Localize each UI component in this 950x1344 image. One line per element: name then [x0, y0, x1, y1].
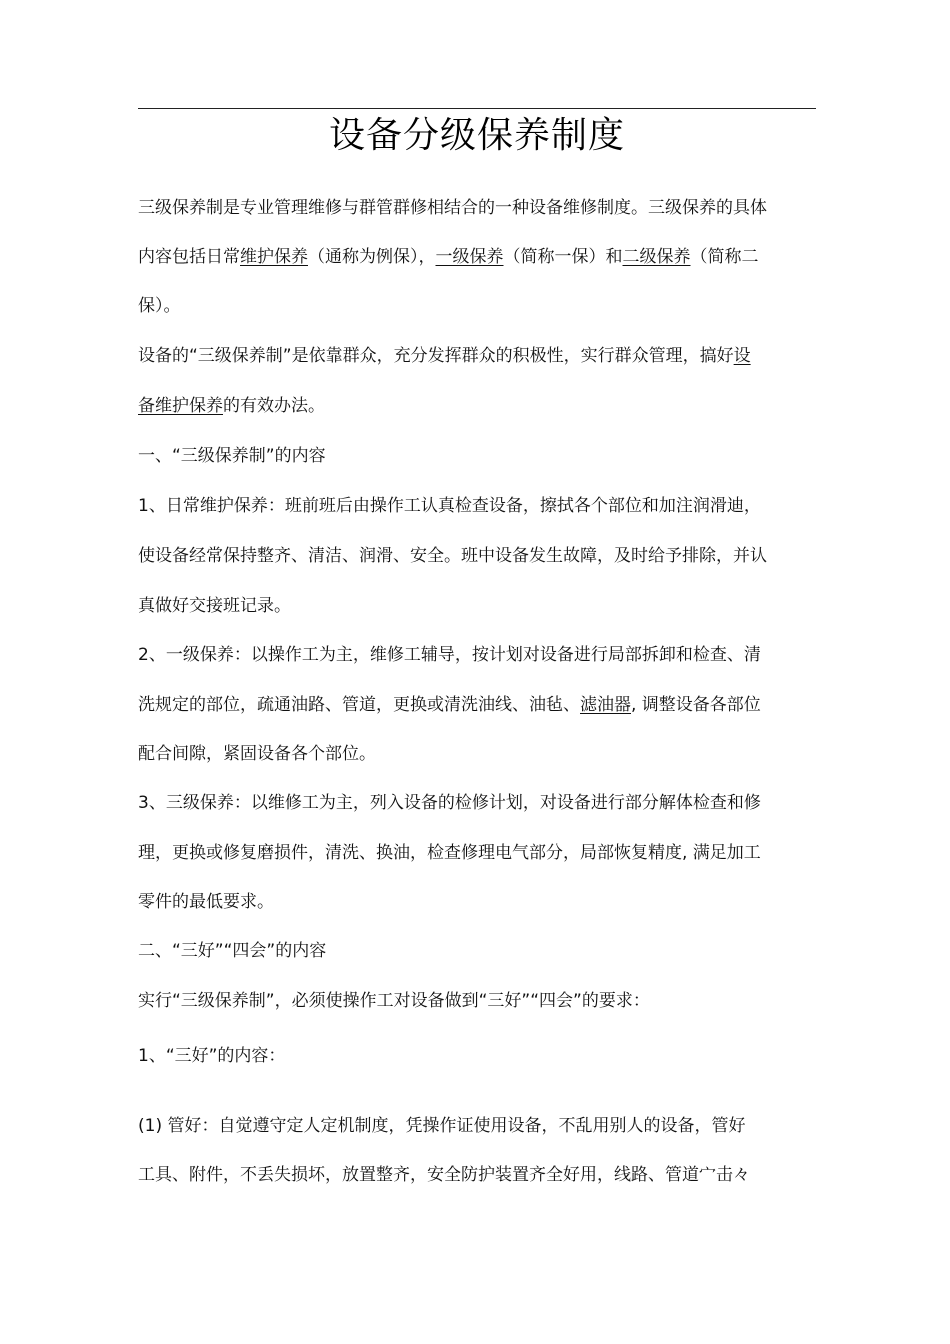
body-text-line [138, 394, 828, 418]
body-text-line [138, 742, 828, 766]
text-run: （通称为例保）， [308, 247, 436, 267]
body-text-line [138, 444, 828, 468]
body-text-line [138, 791, 828, 815]
underlined-term: 设 [733, 346, 751, 366]
text-run: 真做好交接班记录。 [138, 596, 291, 616]
text-run: 设备的“三级保养制”是依靠群众，充分发挥群众的积极性，实行群众管理，搞好 [138, 346, 734, 366]
body-text-line [138, 196, 828, 220]
text-run: 1、“三好”的内容： [138, 1046, 286, 1066]
body-text-line [138, 245, 828, 269]
body-text-line [138, 1114, 828, 1138]
underlined-term: 备维护保养 [138, 396, 223, 416]
body-text-line [138, 890, 828, 914]
body-text-line [138, 344, 828, 368]
text-run: , 调整设备各部位 [631, 695, 761, 715]
text-run: （简称二 [690, 247, 759, 267]
text-run: 1、日常维护保养：班前班后由操作工认真检查设备，擦拭各个部位和加注润滑迪， [138, 496, 761, 516]
text-run: 零件的最低要求。 [138, 892, 274, 912]
body-text-line [138, 1044, 828, 1068]
body-text-line [138, 294, 828, 318]
text-run: 洗规定的部位，疏通油路、管道，更换或清洗油线、油毡、 [138, 695, 580, 715]
text-run: 内容包括日常 [138, 247, 240, 267]
underlined-term: 二级保养 [622, 247, 691, 267]
body-text-line [138, 544, 828, 568]
text-run: 一、“三级保养制”的内容 [138, 446, 326, 466]
text-run: 的有效办法。 [223, 396, 325, 416]
body-text-line [138, 643, 828, 667]
body-text-line [138, 594, 828, 618]
text-run: 使设备经常保持整齐、清洁、润滑、安全。班中设备发生故障，及时给予排除，并认 [138, 546, 767, 566]
header-rule [138, 108, 816, 109]
body-text-line [138, 1163, 828, 1187]
text-run: (1) 管好：自觉遵守定人定机制度，凭操作证使用设备，不乱用别人的设备，管好 [138, 1116, 746, 1136]
text-run: 二、“三好”“四会”的内容 [138, 941, 327, 961]
body-text-line [138, 989, 828, 1013]
text-run: 实行“三级保养制”，必须使操作工对设备做到“三好”“四会”的要求： [138, 991, 650, 1011]
text-run: 理，更换或修复磨损件，清洗、换油，检查修理电气部分，局部恢复精度, 满足加工 [138, 843, 761, 863]
text-run: 工具、附件，不丢失损坏，放置整齐，安全防护装置齐全好用，线路、管道宀击々 [138, 1165, 750, 1185]
document-title: 设备分级保养制度 [328, 115, 625, 156]
text-run: 3、三级保养：以维修工为主，列入设备的检修计划，对设备进行部分解体检查和修 [138, 793, 761, 813]
text-run: 保）。 [138, 296, 181, 316]
underlined-term: 维护保养 [240, 247, 308, 267]
underlined-term: 一级保养 [435, 247, 504, 267]
body-text-line [138, 494, 828, 518]
body-text-line [138, 939, 828, 963]
text-run: 2、一级保养：以操作工为主，维修工辅导，按计划对设备进行局部拆卸和检查、清 [138, 645, 761, 665]
underlined-term: 滤油器 [580, 695, 631, 715]
body-text-line [138, 693, 828, 717]
body-text-line [138, 841, 828, 865]
text-run: 三级保养制是专业管理维修与群管群修相结合的一种设备维修制度。三级保养的具体 [138, 198, 767, 218]
text-run: （简称一保）和 [503, 247, 623, 267]
text-run: 配合间隙，紧固设备各个部位。 [138, 744, 376, 764]
